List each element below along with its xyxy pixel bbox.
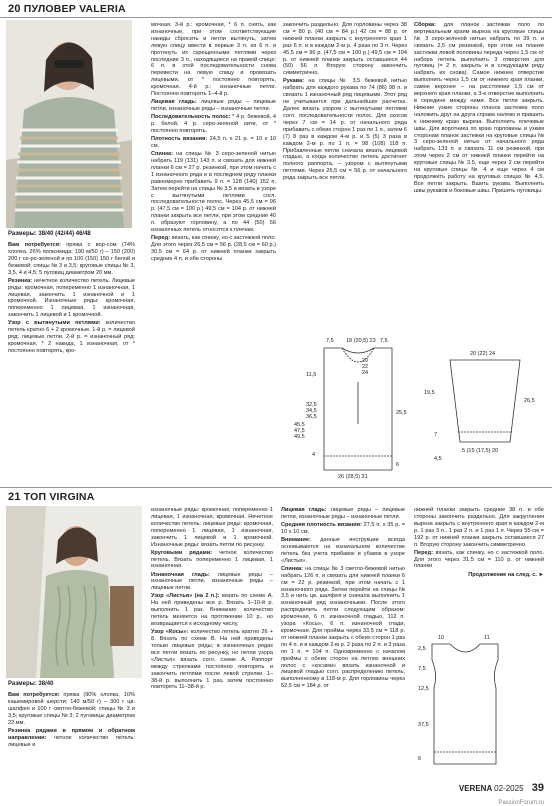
section-divider [0, 487, 552, 488]
front-back-schematic [292, 330, 418, 480]
column-3-section-20: закончить раздельно. Для горловины через 38 см = 80 р. (40 см = 84 р.) 42 см = 88 р. от нижней планки закрыть с внутреннего края 1 раз 6 п. и в каждом 2-м р. 4 раза по 3 п. Через 45,5 см = 96 р. (47,5 см = 100 р.) 49,5 см = 104 р. от нижней планки закрыть оставшиеся 44 (50) 56 п. Вторую сторону закончить симметрично. Рукава: на спицы № 3,5 бежевой нитью набрать для каждого рукава по 74 (86) 98 п. и связать 1 изнаночный ряд лицевыми. Этот ряд не учитывается при дальнейших расчетах. Далее вязать узором с вытянутыми петлями согл. последовательности полос. Для скосов через 7 см = 14 р. от начального ряда прибавить с обеих сторон 1 раз по 1 п., затем 6 (7) 8 раз в каждом 4-м р. и 5 (5) 3 раза в каждом 2-м р. по 1 п. = 98 (108) 118 п. Прибавленные петли сначала вязать лицевой гладью, а когда количество петель достигнет полного раппорта, – узором с вытянутыми петлями. Через 26,5 см = 56 р. от начального ряда закрыть все петли. [283, 22, 407, 182]
column-3-section-21: Лицевая гладь: лицевые ряды – лицевые петли, изнаночные ряды – изнаночные петли. Средняя плотность вязания: 27,5 п. x 35 р. = 10 x 10 см. Внимание: данные инструкции всегда основываются на изначальном количестве петель без учета прибавок и убавок в узоре «Листья». Спинка: на спицы № 3 светло-бежевой нитью набрать 126 п. и связать для нижней планки 6 см = 22 р. резинкой, при этом начать с 1 изнаночного ряда. Затем перейти на спицы № 3,5 и нить цв. шалфея и сначала выполнить 1 изнаночный ряд изнаночными. После этого распределить петли следующим образом: кромочная, 6 п. изнаночной гладью, 112 п. узора «Косы», 6 п. изнаночной глади, кромочная. Для проймы через 33,5 см = 118 р. от нижней планки закрыть с обеих сторон 1 раз по 4 п. и в каждом 2-м р. 2 раза по 2 п. и 3 раза по 1 п. = 104 п. Одновременно с началом проймы с обеих сторон на петлях внешних полос с «косами» вязать изнаночной и лицевой гладью согл. распределению петель, выполненному в 118-м р. Для горловины через 52,5 см = 184 р. от [281, 507, 406, 690]
svg-text:24: 24 [362, 370, 369, 376]
svg-text:20: 20 [362, 358, 369, 364]
column-4-section-21: нижней планки закрыть средние 38 п. и обе стороны закончить раздельно. Для закругления выреза закрыть с внутреннего края в каждом 2-м р. 1 раз 3 п., 1 раз 2 п. и 1 раз 1 п. Через 55 см = 192 р. от нижней планки закрыть оставшиеся 27 п. Вторую сторону закончить симметрично. Перед: вязать, как спинку, но с застежкой поло. Для этого через 31,5 см = 110 р. от нижней планки Продолжение на след. с. ► [414, 507, 545, 578]
svg-text:47,5: 47,5 [294, 428, 305, 434]
svg-text:7,5: 7,5 [418, 666, 426, 672]
sleeve-schematic [420, 346, 546, 470]
svg-text:4,5: 4,5 [434, 456, 442, 462]
page-footer: VERENA 02-2025 39 [458, 782, 544, 794]
section-divider [0, 17, 552, 18]
svg-text:19,5: 19,5 [424, 390, 435, 396]
svg-text:26 (28,5) 31: 26 (28,5) 31 [338, 474, 368, 480]
svg-text:7,5: 7,5 [380, 338, 388, 344]
svg-text:2,5: 2,5 [418, 646, 426, 652]
svg-text:7,5: 7,5 [326, 338, 334, 344]
section-20-title: 20 ПУЛОВЕР VALERIA [8, 3, 126, 15]
svg-text:6: 6 [418, 756, 422, 762]
svg-text:20 (22) 24: 20 (22) 24 [470, 351, 496, 357]
sizes-text-20: Размеры: 38/40 (42/44) 46/48 [8, 231, 91, 237]
svg-text:25,5: 25,5 [396, 410, 407, 416]
svg-text:34,5: 34,5 [306, 408, 317, 414]
svg-text:10: 10 [438, 635, 445, 641]
model-photo-top [6, 506, 142, 678]
svg-text:22: 22 [362, 364, 369, 370]
continued-note: Продолжение на след. с. ► [468, 571, 544, 578]
svg-text:45,5: 45,5 [294, 422, 305, 428]
model-photo-pullover [6, 20, 132, 228]
svg-text:12,5: 12,5 [418, 686, 429, 692]
column-4-section-20: Сборка: для планок застежки поло по вертикальным краям выреза на круговые спицы № 3 серо-зеленой нитью набрать по 39 п. и связать 2,5 см резинкой, при этом на планке застежки левой половины переда через 1,5 см от набора петель выполнить 3 отверстия для пуговиц (= 2 п. закрыть и в следующем ряду набрать их снова). Самое нижнее отверстие выполнить через 1,5 см от нижнего края планки, самое верхнее – на расстоянии 1,5 см от верхнего края планки, а 3-е отверстие выполнить в середине между ними. Все петли закрыть. Нижние узкие стороны планок застежки поло наложить друг на друга справа налево и пришить к нижнему краю выреза. Выполнить плечевые швы. Для воротника по краю горловины и узким сторонам планок застежки на круговые спицы № 3 серо-зеленой нитью от начального ряда набрать 133 п. и связать 11 см резинкой, при этом через 2 см от нижней планки перейти на круговые спицы № 3,5, еще через 2 см перейти на круговые спицы № 4 и еще через 4 см продолжить работу на круговых спицах № 4,5. Все петли закрыть. Вшить рукава. Выполнить швы рукавов и боковые швы. Пришить пуговицы. [414, 22, 544, 194]
svg-text:11: 11 [484, 635, 490, 641]
svg-text:18 (20,5) 23: 18 (20,5) 23 [346, 338, 376, 344]
svg-text:7: 7 [434, 432, 438, 438]
section-21-title: 21 ТОП VIRGINA [8, 491, 95, 503]
column-2-section-20: мочная. 3-й р.: кромочная, * 6 п. снять, как изнаночные, при этом соответствующие накиды сбросить и петли вытянуть, затем левую спицу ввести в первые 3 п. из 6 п. и протянуть их скрещенными петлями через последние 3 п., находящиеся на правой спице; 6 п. в этой последовательности снова перевести на левую спицу и провязать лицевыми, от * постоянно повторять, кромочная. 4-й р.: изнаночные петли. Постоянно повторять 1–4-й р. Лицевая гладь: лицевые ряды – лицевые петли, изнаночные ряды – изнаночные петли. Последовательность полос: * 4 р. бежевой, 4 р. белой, 4 р. серо-зеленой нити, от * постоянно повторять. Плотность вязания: 24,5 п. x 21 р. = 10 x 10 см. Спинка: на спицы № 3 серо-зеленой нитью набрать 119 (131) 143 п. и связать для нижней планки 6 см = 27 р. резинкой, при этом начать с 1 изнаночного ряда и в последнем ряду планки равномерно прибавить 9 п. = 128 (140) 152 п. Затем перейти на спицы № 3,5 и вязать в узоре с вытянутыми петлями согл. последовательности полос. Через 45,5 см = 96 р. (47,5 см = 100 р.) 49,5 см = 104 р. от нижней планки закрыть все петли, при этом средние 40 п. образуют горловину, а по 44 (50) 56 изнаночных петель относятся к плечам. Перед: вязать, как спинку, но с застежкой поло. Для этого через 26,5 см = 56 р. (28,5 см = 60 р.) 30,5 см = 64 р. от нижней планки закрыть средние 4 п. и обе стороны [151, 22, 277, 262]
svg-text:11,5: 11,5 [306, 372, 317, 378]
svg-text:49,5: 49,5 [294, 434, 305, 440]
watermark: PassionForum.ru [498, 800, 544, 806]
svg-text:36,5: 36,5 [306, 414, 317, 420]
sizes-text-21: Размеры: 38/40 [8, 681, 54, 687]
svg-text:32,5: 32,5 [306, 402, 317, 408]
column-1-section-21: Вам потребуется: пряжа (90% хлопка, 10% кашемировой шерсти; 140 м/50 г) – 300 г цв. шалфея и 100 г святло-бежевой; спицы № 3 и 3,5; круговые спицы № 3; 2 пуговицы диаметром 22 мм. Резинка рядами в прямом и обратном направлении: четное количество петель: лицевые и [8, 692, 135, 748]
svg-text:5 (15 (17,5) 20: 5 (15 (17,5) 20 [462, 448, 499, 454]
svg-text:6: 6 [396, 462, 400, 468]
column-2-section-21: изнаночные ряды: кромочная, попеременно 1 лицевая, 1 изнаночная, кромочная. Нечетное количество петель: лицевые ряды: кромочная, попеременно 1 лицевая, 1 изнаночная, закончить 1 лицевой и 1 кромочной. Изнаночные ряды: вязать петли по рисунку. Круговыми рядами: четное количество петель. Вязать попеременно 1 лицевая, 1 изнаночная. Изнаночная гладь: лицевые ряды – изнаночные петли, изнаночные ряды – лицевые петли. Узор «Листья» (на 2 п.): вязать по схеме А. На ней приведены все р. Вязать 1–10-й р. выполнить 1 раз. Внимание: количество петель меняется на протяжении 10 р., но возвращается к исходному числу. Узор «Косы»: количество петель кратно 26 + 8. Вязать по схеме В. На ней приведены только лицевые ряды; в изнаночных рядах все петли вязать по рисунку, но петли узора «Листья» вязать согл. схеме А. Раппорт между стрелками постоянно повторять и закончить петлями после левой стрелки. 1–38-й р. выполнить 1 раз, затем постоянно повторять 11–38-й р. [151, 507, 273, 691]
svg-text:37,5: 37,5 [418, 722, 429, 728]
svg-text:26,5: 26,5 [524, 398, 535, 404]
top-schematic [414, 630, 524, 778]
svg-text:4: 4 [312, 452, 316, 458]
column-1-section-20: Вам потребуется: пряжа с вор-сом (74% хлопка, 26% полиэмида; 190 м/50 г) – 150 (200) 200 г се-ро-зеленой и по 100 (150) 150 г белой и бежевой; спицы № 3 и 3,5; круговые спицы № 3, 3,5, 4 и 4,5; 5 пуговиц диаметром 20 мм. Резинка: нечетное количество петель. Лицевые ряды: кромочная, попеременно 1 изнаночная, 1 лицевая, закончить 1 изнаночной и 1 кромочной. Изнаночные ряды: кромочная, попеременно 1 лицевая, 1 изнаночная, закончить 1 лицевой и 1 кромочной. Узор с вытянутыми петлями: количество петель кратно 6 + 2 кромочные. 1-й р. = лицевой ряд: лицевые петли. 2-й р. = изнаночный ряд: кромочная, * 2 накида, 1 изнаночная, от * постоянно повторять, кро- [8, 242, 135, 354]
